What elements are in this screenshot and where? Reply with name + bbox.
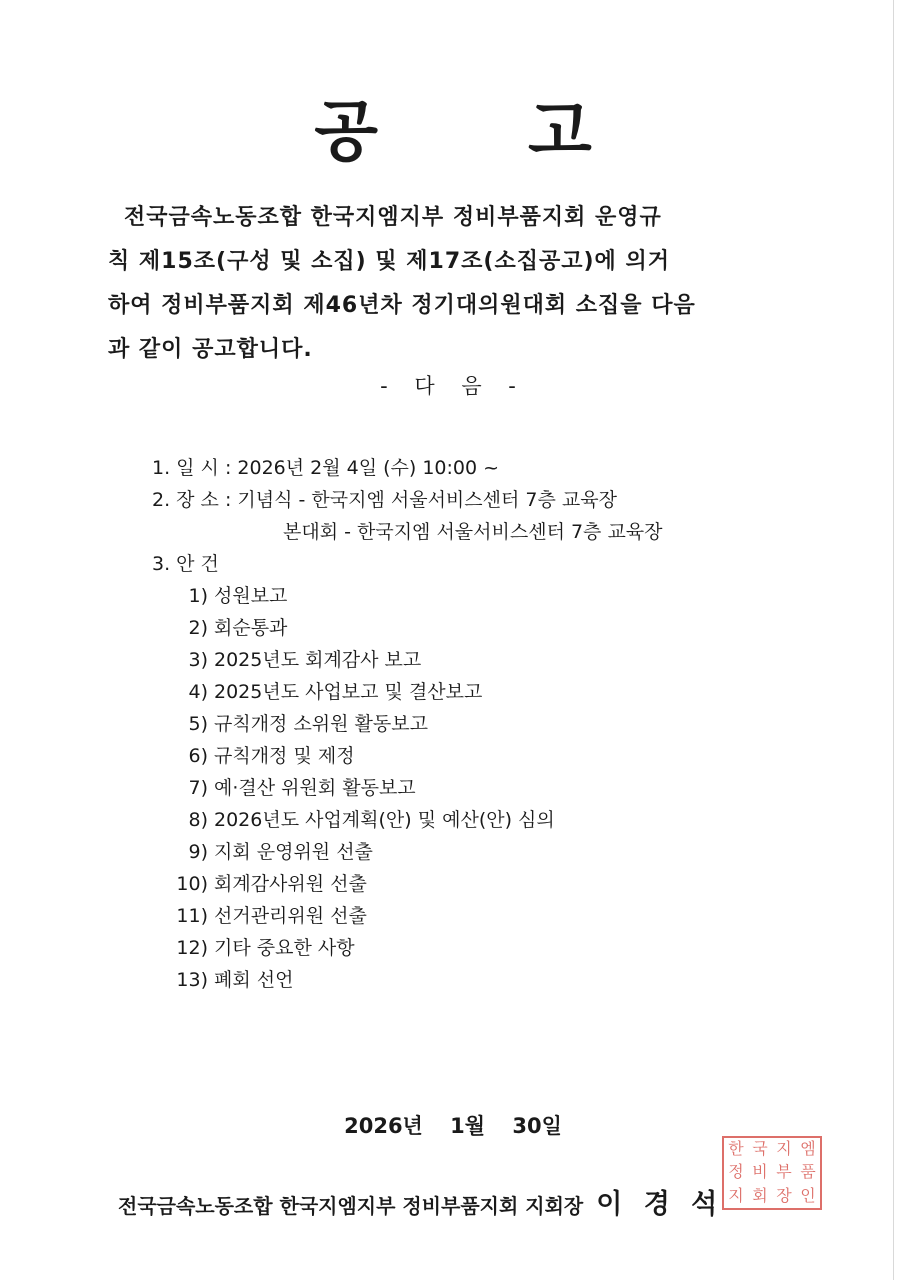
agenda-item-number: 5)	[188, 713, 208, 735]
agenda-list	[176, 580, 663, 996]
title-char-2: 고	[528, 92, 592, 170]
agenda-item-number: 7)	[188, 777, 208, 799]
agenda-item-number: 1)	[188, 585, 208, 607]
agenda-item	[176, 932, 663, 964]
agenda-item-number: 3)	[188, 649, 208, 671]
item-agenda-label: 3. 안 건	[152, 553, 219, 575]
item-datetime	[152, 452, 663, 484]
seal-char: 정	[728, 1162, 744, 1182]
agenda-item-number: 6)	[188, 745, 208, 767]
document-title	[0, 78, 906, 173]
agenda-item-number: 4)	[188, 681, 208, 703]
agenda-item	[176, 580, 663, 612]
agenda-item-number: 13)	[176, 969, 208, 991]
agenda-item-text: 규칙개정 및 제정	[214, 745, 355, 767]
agenda-item	[176, 964, 663, 996]
item-agenda	[152, 548, 663, 580]
agenda-item-text: 회순통과	[214, 617, 288, 639]
seal-char: 지	[728, 1185, 744, 1205]
seal-char: 국	[752, 1139, 768, 1158]
agenda-item-text: 기타 중요한 사항	[214, 937, 355, 959]
agenda-item-number: 11)	[176, 905, 208, 927]
agenda-item-text: 규칙개정 소위원 활동보고	[214, 713, 428, 735]
seal-char: 품	[800, 1162, 816, 1182]
agenda-item-text: 2025년도 회계감사 보고	[214, 649, 422, 671]
agenda-item-number: 8)	[188, 809, 208, 831]
notice-items	[152, 452, 663, 996]
title-char-1: 공	[314, 92, 378, 170]
agenda-item-text: 2026년도 사업계획(안) 및 예산(안) 심의	[214, 809, 555, 831]
seal-char: 부	[776, 1162, 792, 1182]
seal-char: 장	[776, 1185, 792, 1205]
seal-char: 한	[728, 1139, 744, 1158]
agenda-item	[176, 740, 663, 772]
signer-name: 이 경 석	[596, 1189, 724, 1220]
agenda-item-text: 2025년도 사업보고 및 결산보고	[214, 681, 483, 703]
seal-char: 인	[800, 1185, 816, 1205]
seal-char: 엠	[800, 1139, 816, 1158]
page-edge-line	[893, 0, 894, 1280]
item-place-value-1: 기념식 - 한국지엠 서울서비스센터 7층 교육장	[237, 489, 617, 511]
intro-line-2: 칙 제15조(구성 및 소집) 및 제17조(소집공고)에 의거	[108, 249, 670, 274]
agenda-item	[176, 836, 663, 868]
agenda-item-text: 폐회 선언	[214, 969, 294, 991]
agenda-item	[176, 612, 663, 644]
notice-date: 2026년 1월 30일	[344, 1114, 562, 1138]
agenda-item	[176, 708, 663, 740]
intro-line-1: 전국금속노동조합 한국지엠지부 정비부품지회 운영규	[124, 205, 662, 230]
item-place-label: 2. 장 소 :	[152, 489, 232, 511]
signer-line	[118, 1182, 723, 1221]
item-datetime-label: 1. 일 시 :	[152, 457, 232, 479]
agenda-item-number: 2)	[188, 617, 208, 639]
seal-char: 지	[776, 1139, 792, 1158]
agenda-item-text: 선거관리위원 선출	[214, 905, 367, 927]
intro-line-4: 과 같이 공고합니다.	[108, 337, 313, 362]
agenda-item	[176, 804, 663, 836]
agenda-item	[176, 900, 663, 932]
intro-line-3: 하여 정비부품지회 제46년차 정기대의원대회 소집을 다음	[108, 293, 696, 318]
agenda-item	[176, 644, 663, 676]
agenda-item-text: 회계감사위원 선출	[214, 873, 367, 895]
agenda-item-text: 성원보고	[214, 585, 288, 607]
agenda-item-text: 예·결산 위원회 활동보고	[214, 777, 416, 799]
item-place-row-2	[152, 516, 663, 548]
agenda-item	[176, 868, 663, 900]
official-seal-stamp	[722, 1136, 822, 1210]
item-datetime-value: 2026년 2월 4일 (수) 10:00 ~	[237, 457, 500, 479]
agenda-item-number: 12)	[176, 937, 208, 959]
item-place	[152, 484, 663, 516]
seal-char: 비	[752, 1162, 768, 1182]
intro-paragraph	[108, 196, 798, 372]
agenda-item	[176, 772, 663, 804]
item-place-value-2: 본대회 - 한국지엠 서울서비스센터 7층 교육장	[283, 521, 663, 543]
seal-char: 회	[752, 1185, 768, 1205]
agenda-item-text: 지회 운영위원 선출	[214, 841, 373, 863]
agenda-item-number: 10)	[176, 873, 208, 895]
agenda-item-number: 9)	[188, 841, 208, 863]
signer-org: 전국금속노동조합 한국지엠지부 정비부품지회 지회장	[118, 1194, 584, 1218]
agenda-item	[176, 676, 663, 708]
section-heading-daeum: - 다 음 -	[380, 374, 526, 398]
